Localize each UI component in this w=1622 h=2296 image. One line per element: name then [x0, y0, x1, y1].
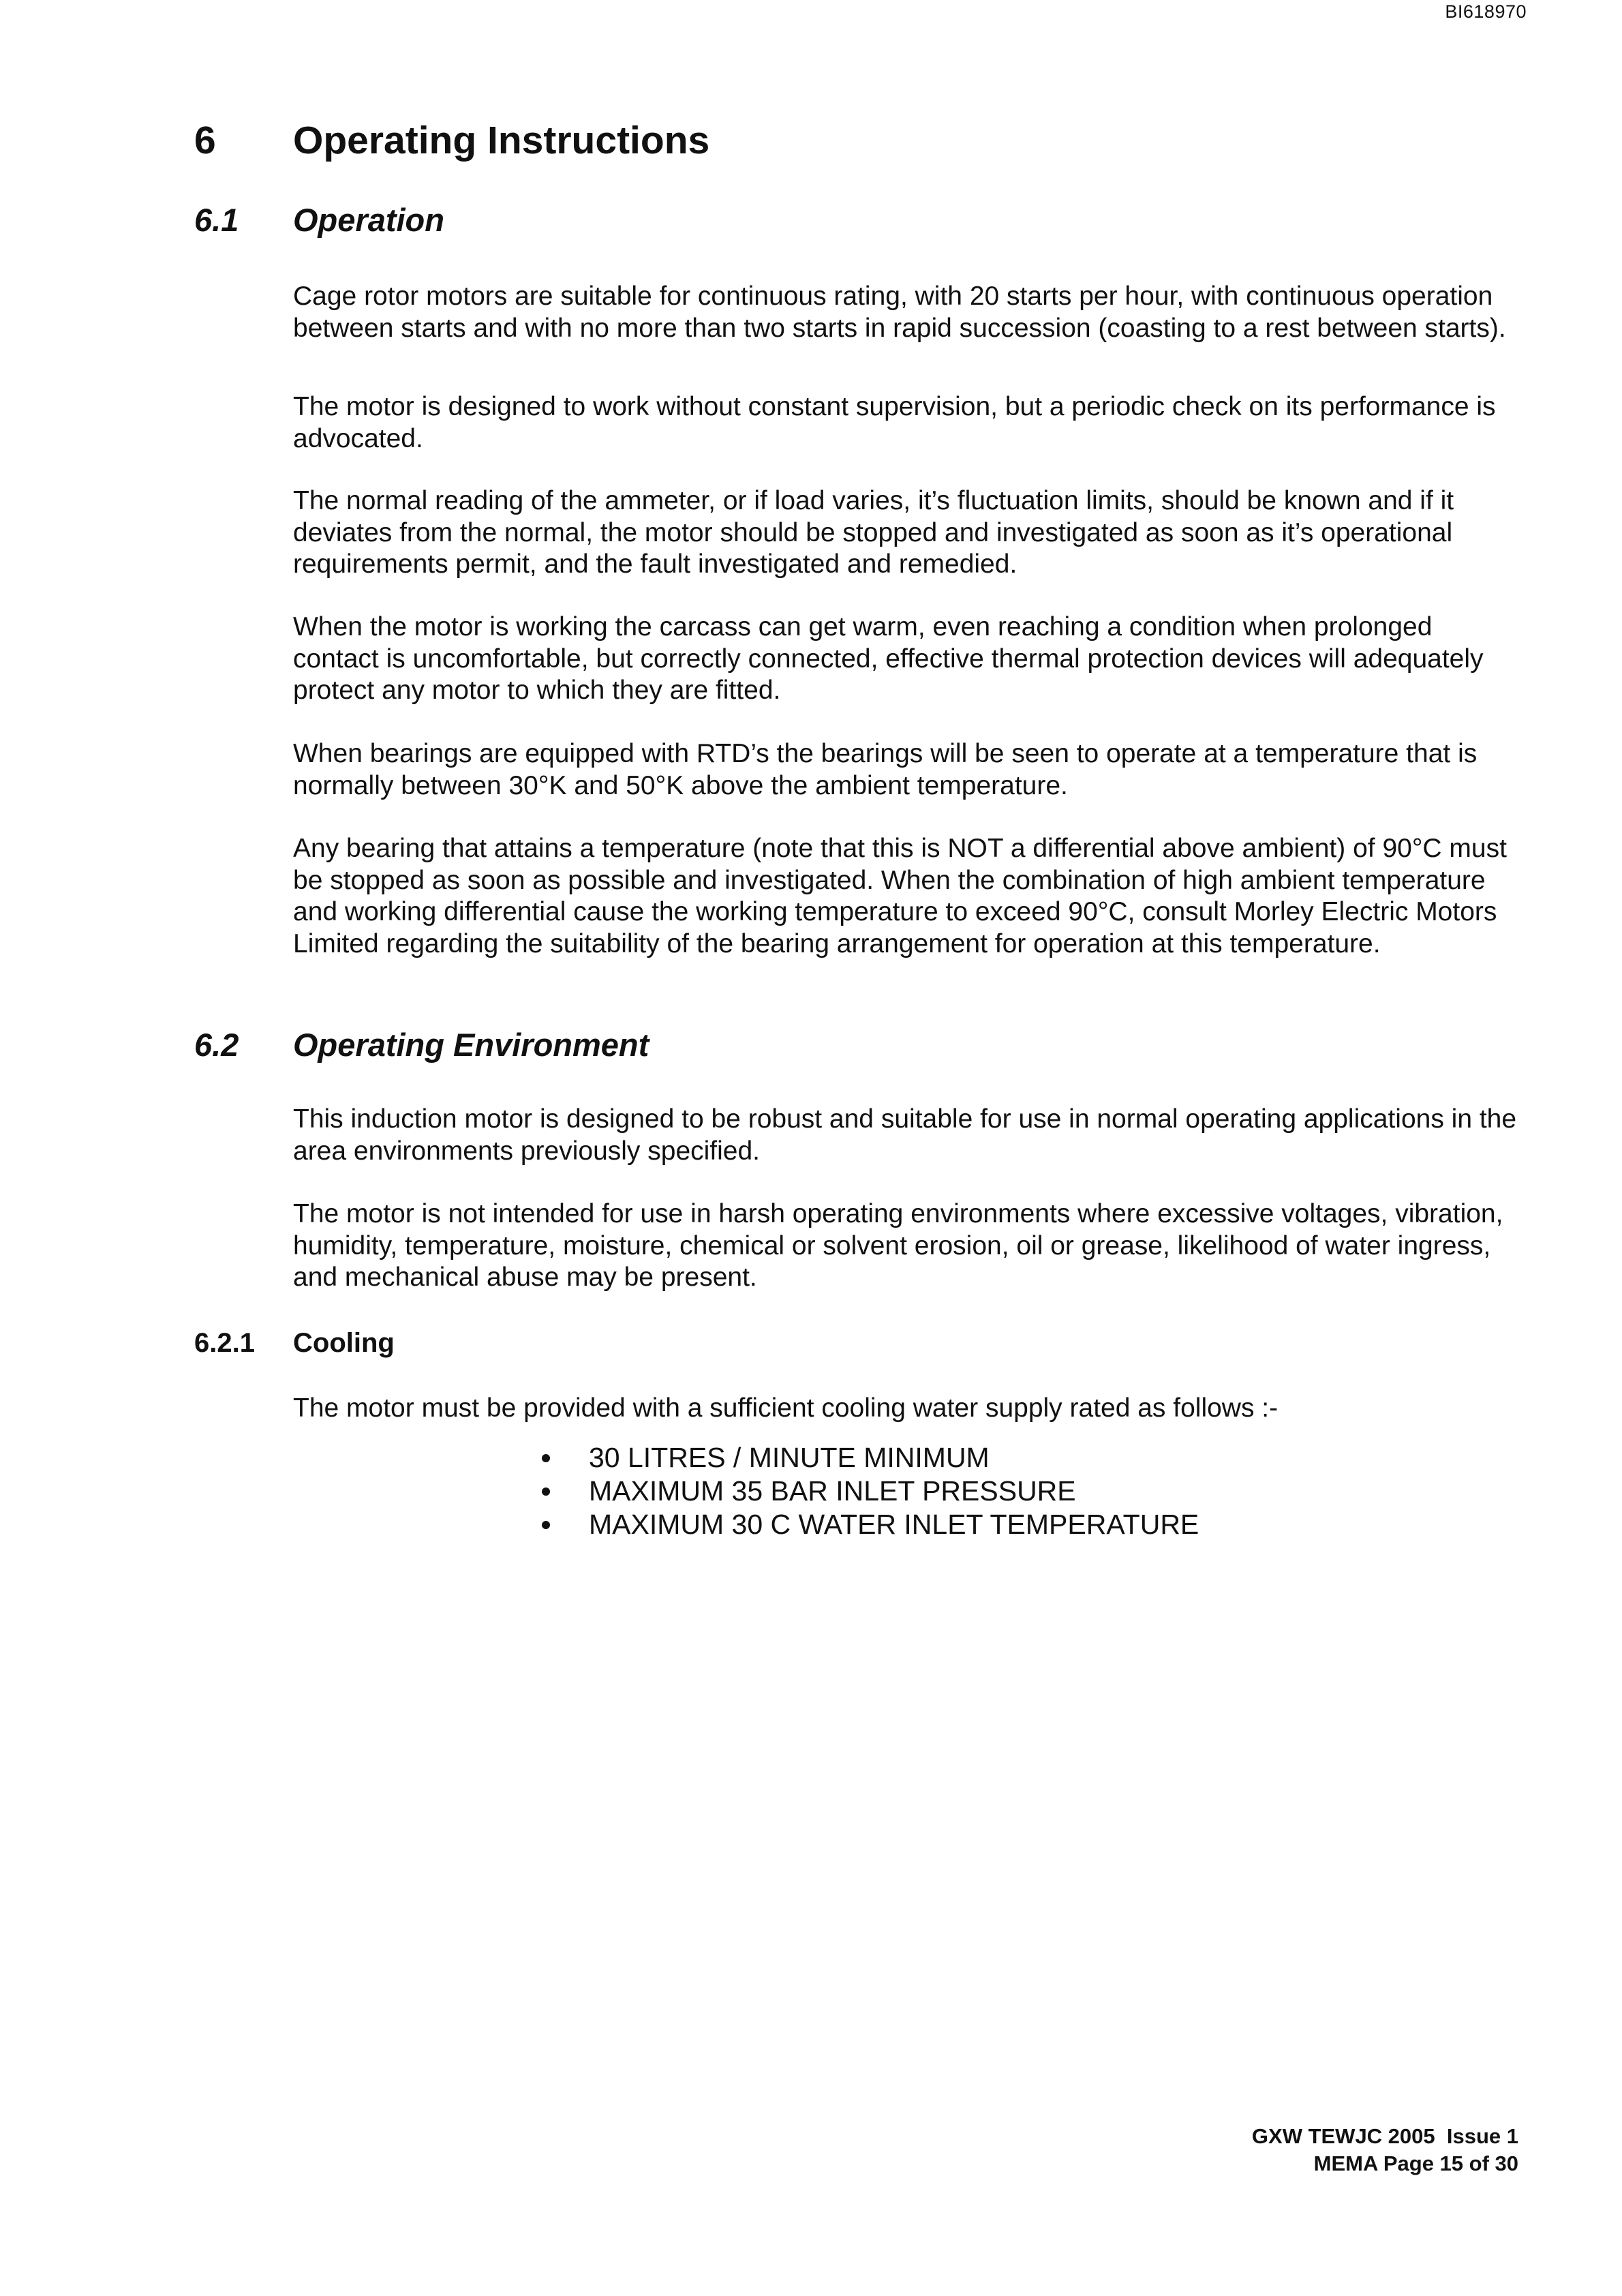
list-item — [542, 1475, 1199, 1508]
cooling-intro: The motor must be provided with a sufficient cooling water supply rated as follows :- — [293, 1393, 1279, 1423]
operation-paragraph-5: When bearings are equipped with RTD’s the bearings will be seen to operate at a temperature that is normally between 30°K and 50°K above the ambient temperature. — [293, 739, 1478, 800]
list-item-text: MAXIMUM 35 BAR INLET PRESSURE — [589, 1475, 1076, 1507]
section-number: 6 — [194, 119, 216, 162]
list-item — [542, 1508, 1199, 1541]
section-title: Operating Instructions — [293, 119, 710, 162]
section-number: 6.1 — [194, 202, 239, 238]
operation-paragraph-3: The normal reading of the ammeter, or if load varies, it’s fluctuation limits, should be known and if it deviates from the normal, the motor should be stopped and investigated as soon as it’s operational requirements permit, and the fault investigated and remedied. — [293, 486, 1454, 579]
environment-paragraph-2: The motor is not intended for use in harsh operating environments where excessive voltages, vibration, humidity, temperature, moisture, chemical or solvent erosion, oil or grease, likelihood of water ingress, and mechanical abuse may be present. — [293, 1199, 1503, 1292]
document-id: BI618970 — [1445, 1, 1527, 22]
section-title: Operating Environment — [293, 1027, 649, 1063]
list-item — [542, 1441, 1199, 1475]
bullet-icon — [542, 1454, 550, 1462]
bullet-icon — [542, 1487, 550, 1496]
operation-paragraph-1: Cage rotor motors are suitable for continuous rating, with 20 starts per hour, with continuous operation between starts and with no more than two starts in rapid succession (coasting to a rest between starts). — [293, 282, 1506, 343]
environment-paragraph-1: This induction motor is designed to be robust and suitable for use in normal operating applications in the area environments previously specified. — [293, 1104, 1517, 1166]
operation-paragraph-6: Any bearing that attains a temperature (note that this is NOT a differential above ambient) of 90°C must be stopped as soon as possible and investigated. When the combination of high ambient temperature and working differential cause the working temperature to exceed 90°C, consult Morley Electric Motors Limited regarding the suitability of the bearing arrangement for operation at this temperature. — [293, 834, 1507, 958]
list-item-text: MAXIMUM 30 C WATER INLET TEMPERATURE — [589, 1509, 1199, 1540]
operation-paragraph-2: The motor is designed to work without constant supervision, but a periodic check on its performance is advocated. — [293, 392, 1496, 453]
list-item-text: 30 LITRES / MINUTE MINIMUM — [589, 1442, 990, 1473]
section-number: 6.2 — [194, 1027, 239, 1063]
page-footer — [1252, 2123, 1518, 2177]
footer-page-number: MEMA Page 15 of 30 — [1313, 2151, 1518, 2175]
cooling-requirements-list — [542, 1441, 1199, 1541]
footer-document-issue: GXW TEWJC 2005 Issue 1 — [1251, 2124, 1518, 2148]
bullet-icon — [542, 1521, 550, 1529]
section-number: 6.2.1 — [194, 1328, 255, 1358]
operation-paragraph-4: When the motor is working the carcass can get warm, even reaching a condition when prolonged contact is uncomfortable, but correctly connected, effective thermal protection devices will adequately protect any motor to which they are fitted. — [293, 612, 1484, 705]
section-title: Cooling — [293, 1328, 395, 1358]
section-title: Operation — [293, 202, 444, 238]
